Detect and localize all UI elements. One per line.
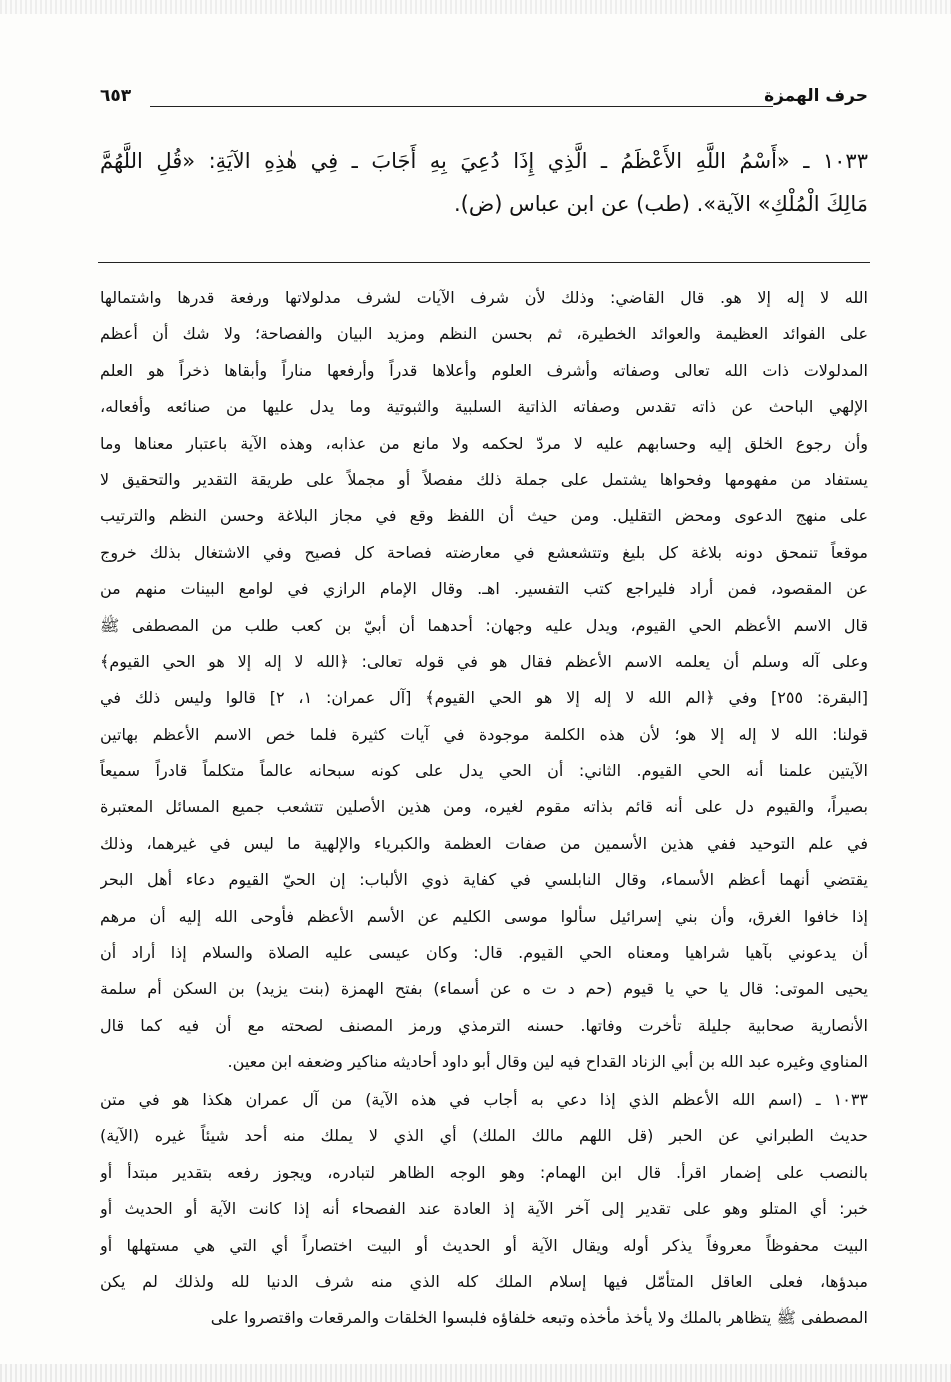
page-header: [100, 86, 868, 114]
text-line: الآيتين علمنا أنه الحي القيوم. الثاني: أن الحي يدل على كونه سبحانه عالماً متكلماً قادراً سميعاً: [100, 761, 868, 781]
text-line: بصيراً، والقيوم دل على أنه قائم بذاته مقوم لغيره، ومن هذين الأصلين تتشعب جميع المسائل المعتبرة: [100, 797, 868, 817]
text-line: موقعاً تنمحق دونه بلاغة كل بليغ وتتشعشع في معارضته فصاحة كل فصيح وفي الاشتغال بذلك خروج: [100, 542, 868, 562]
text-line: على منهج الدعوى ومحض التقليل. ومن حيث أن اللفظ وقع في مجاز البلاغة وحسن النظم والترتيب: [100, 506, 868, 526]
header-rule: [150, 106, 773, 107]
text-line: وأن رجوع الخلق إليه وحسابهم عليه لا مردّ لحكمه ولا مانع من عذابه، وهذه الآية باعتبار معناها وما: [100, 433, 868, 453]
text-line: على الفوائد العظيمة والعوائد الخطيرة، ثم بحسن النظم ومزيد البيان والفصاحة؛ ولا شك أن أعظم: [100, 324, 868, 344]
text-line: المناوي وغيره عبد الله بن أبي الزناد القداح فيه لين وقال أبو داود أحاديثه مناكير وضعفه ابن معين.: [227, 1052, 868, 1072]
text-line: يستفاد من مفهومها وفحواها يشتمل على جملة ذلك مفصلاً أو مجملاً على طريقة التقدير والتحقيق لا: [100, 469, 868, 489]
text-line: في علم التوحيد ففي هذين الأسمين من صفات العظمة والكبرياء والإلهية ما ليس في غيرهما، وذلك: [100, 833, 868, 853]
text-line: حديث الطبراني عن الحبر (قل اللهم مالك الملك) أي الذي لا يملك منه أحد شيئاً غيره (الآية): [100, 1126, 868, 1146]
text-line: يقتضي أنهما أعظم الأسماء، وقال النابلسي في كفاية ذوي الألباب: إن الحيّ القيوم دعاء أهل البحر: [100, 870, 868, 890]
text-line: [البقرة: ٢٥٥] وفي ﴿الم الله لا إله إلا هو الحي القيوم﴾ [آل عمران: ١، ٢] قالوا وليس ذلك في: [100, 688, 868, 708]
text-line: إذا خافوا الغرق، وأن بني إسرائيل سألوا موسى الكليم عن الأسم الأعظم فأوحى الله إليه أن مرهم: [100, 906, 868, 926]
text-line: المصطفى ﷺ يتظاهر بالملك ولا يأخذ مأخذه وتبعه خلفاؤه فلبسوا الخلقات والمرقعات واقتصروا على: [210, 1308, 868, 1328]
text-line: ١٠٣٣ ـ (اسم الله الأعظم الذي إذا دعي به أجاب في هذه الآية) من آل عمران هكذا هو في متن: [100, 1090, 868, 1109]
text-line: عن المقصود، فمن أراد فليراجع كتب التفسير. اهـ. وقال الإمام الرازي في لوامع البينات منهم من: [100, 579, 868, 599]
page-number: ٦٥٣: [100, 86, 132, 106]
text-line: مبدؤها، فعلى العاقل المتأمّل فيها إسلام الملك كله الذي منه شرف الدنيا لله ولذلك لم يكن: [100, 1271, 868, 1291]
text-line: أن يدعوني بآهيا شراهيا ومعناه الحي القيوم. قال: وكان عيسى عليه الصلاة والسلام إذا أراد أن: [100, 943, 868, 963]
running-title: حرف الهمزة: [764, 86, 868, 106]
text-line: بالنصب على إضمار اقرأ. قال ابن الهمام: وهو الوجه الظاهر لتبادره، ويجوز رفعه بتقدير مبتدأ أو: [100, 1162, 868, 1182]
text-line: المدلولات ذات الله تعالى وصفاته وأشرف العلوم وأعلاها قدراً وأرفعها مناراً وأبقاها ذخراً هو العلم: [100, 360, 868, 380]
text-line: الإلهي الباحث عن ذاته تقدس وصفاته الذاتية السلبية والثبوتية وما يدل عليها من صنائعه وأفعاله،: [100, 397, 868, 417]
scan-border-bottom: [0, 1364, 951, 1382]
text-line: الأنصارية صحابية جليلة تأخرت وفاتها. حسنه الترمذي ورمز المصنف لصحته مع أن فيه كما قال: [100, 1015, 868, 1035]
text-line: ١٠٣٣ ـ «أَسْمُ اللَّهِ الأَعْظَمُ ـ الَّذِي إِذَا دُعِيَ بِهِ أَجَابَ ـ فِي هٰذِهِ الآيَةِ: «قُلِ اللَّهُمَّ: [100, 149, 868, 173]
text-line: الله لا إله إلا هو. قال القاضي: وذلك لأن شرف الآيات لشرف مدلولاتها ورفعة قدرها واشتمالها: [100, 288, 868, 307]
hadith-text: [100, 140, 868, 226]
text-line: مَالِكَ الْمُلْكِ» الآية». (طب) عن ابن عباس (ض).: [453, 192, 868, 216]
text-line: وعلى آله وسلم أن يعلمه الاسم الأعظم فقال هو في قوله تعالى: ﴿الله لا إله إلا هو الحي القيوم﴾: [100, 651, 868, 671]
text-line: البيت محفوظاً معروفاً يذكر أوله ويقال الآية أو الحديث أو البيت اختصاراً أي التي هي مستهلها أو: [100, 1235, 868, 1255]
text-line: يحيى الموتى: قال يا حي يا قيوم (حم د ت ه عن أسماء) بفتح الهمزة (بنت يزيد) بن السكن أم سلمة: [100, 979, 868, 999]
commentary-continued: [100, 280, 868, 1081]
footnote-separator: [98, 262, 870, 263]
text-line: خبر: أي المتلو وهو على تقدير إلى آخر الآية إذ العادة عند الفصحاء أنه إذا كانت الآية أو الحديث أو: [100, 1199, 868, 1219]
commentary-1033: [100, 1082, 868, 1337]
text-line: قال الاسم الأعظم الحي القيوم، ويدل عليه وجهان: أحدهما أن أبيّ بن كعب طلب من المصطفى ﷺ: [100, 615, 868, 635]
text-line: قولنا: الله لا إله إلا هو؛ لأن هذه الكلمة موجودة في آيات كثيرة فلما خص الاسم الأعظم بهاتين: [100, 724, 868, 744]
scan-border-top: [0, 0, 951, 14]
